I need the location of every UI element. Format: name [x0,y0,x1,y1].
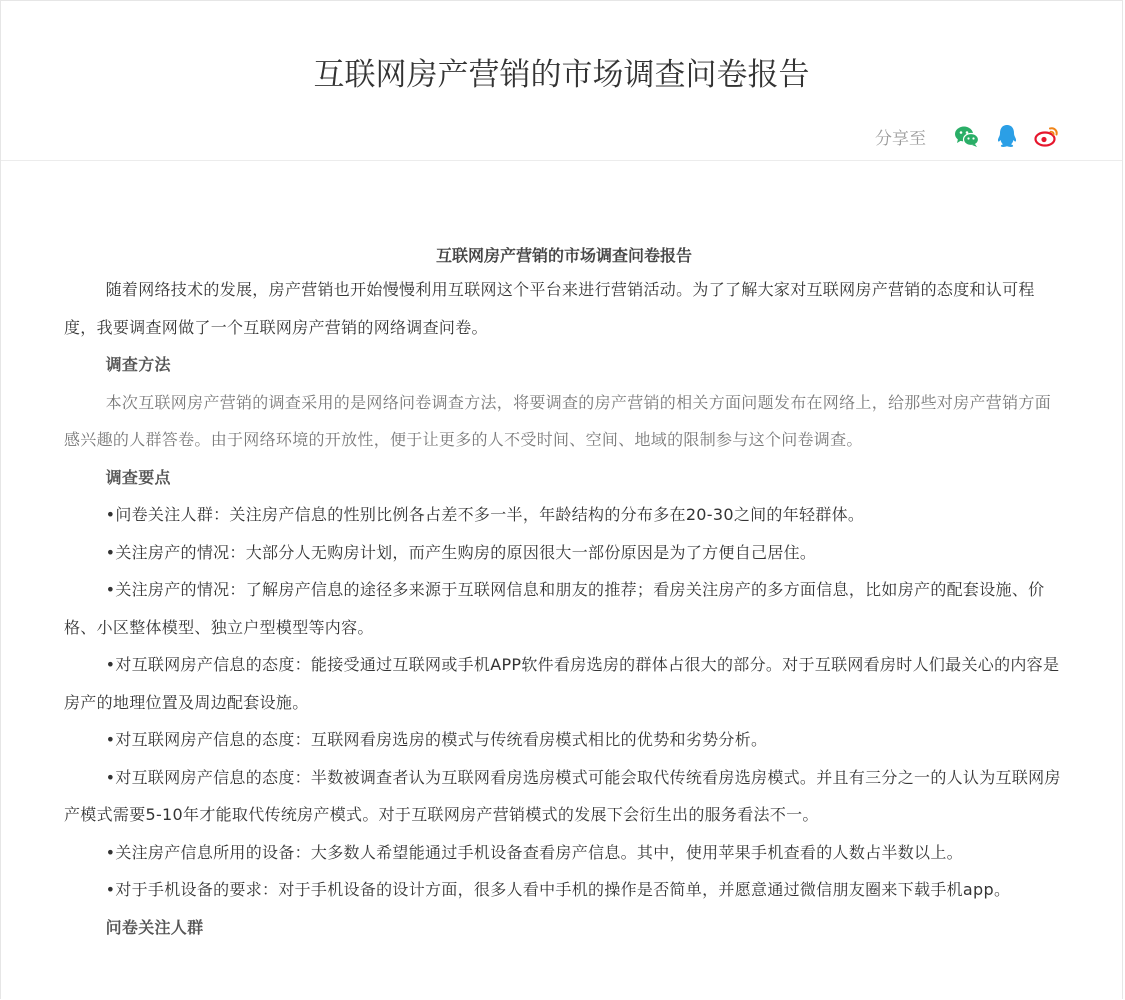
wechat-icon[interactable] [954,123,980,149]
point-item: •关注房产的情况：了解房产信息的途径多来源于互联网信息和朋友的推荐；看房关注房产的多方面信息，比如房产的配套设施、价格、小区整体模型、独立户型模型等内容。 [64,580,1045,637]
section-heading-points: 调查要点 [105,467,171,487]
point-item: •关注房产信息所用的设备：大多数人希望能通过手机设备查看房产信息。其中，使用苹果手机查看的人数占半数以上。 [105,842,963,862]
qq-icon[interactable] [994,123,1020,149]
article-title: 互联网房产营销的市场调查问卷报告 [435,246,692,265]
point-item: •对互联网房产信息的态度：半数被调查者认为互联网看房选房模式可能会取代传统看房选房模式。并且有三分之一的人认为互联网房产模式需要5-10年才能取代传统房产模式。对于互联网房产营销模式的发展下会衍生出的服务看法不一。 [64,767,1061,824]
intro-paragraph: 随着网络技术的发展，房产营销也开始慢慢利用互联网这个平台来进行营销活动。为了了解大家对互联网房产营销的态度和认可程度，我要调查网做了一个互联网房产营销的网络调查问卷。 [64,280,1035,337]
share-bar [875,122,1060,150]
section-heading-method: 调查方法 [105,355,171,374]
weibo-icon[interactable] [1034,123,1060,149]
point-item: •对于手机设备的要求：对于手机设备的设计方面，很多人看中手机的操作是否简单，并愿意通过微信朋友圈来下载手机app。 [105,880,1011,899]
point-item: •对互联网房产信息的态度：能接受通过互联网或手机APP软件看房选房的群体占很大的部分。对于互联网看房时人们最关心的内容是房产的地理位置及周边配套设施。 [64,655,1060,712]
method-paragraph: 本次互联网房产营销的调查采用的是网络问卷调查方法，将要调查的房产营销的相关方面问题发布在网络上，给那些对房产营销方面感兴趣的人群答卷。由于网络环境的开放性，便于让更多的人不受时间、空间、地域的限制参与这个问卷调查。 [64,392,1051,449]
point-item: •对互联网房产信息的态度：互联网看房选房的模式与传统看房模式相比的优势和劣势分析。 [105,730,768,749]
point-item: •问卷关注人群：关注房产信息的性别比例各占差不多一半，年龄结构的分布多在20-30之间的年轻群体。 [105,505,865,524]
page-title: 互联网房产营销的市场调查问卷报告 [313,57,810,93]
section-heading-audience: 问卷关注人群 [105,917,204,937]
article-body [64,241,1064,946]
article-header [1,1,1122,161]
point-item: •关注房产的情况：大部分人无购房计划，而产生购房的原因很大一部份原因是为了方便自己居住。 [105,542,817,562]
share-label: 分享至 [875,128,926,149]
